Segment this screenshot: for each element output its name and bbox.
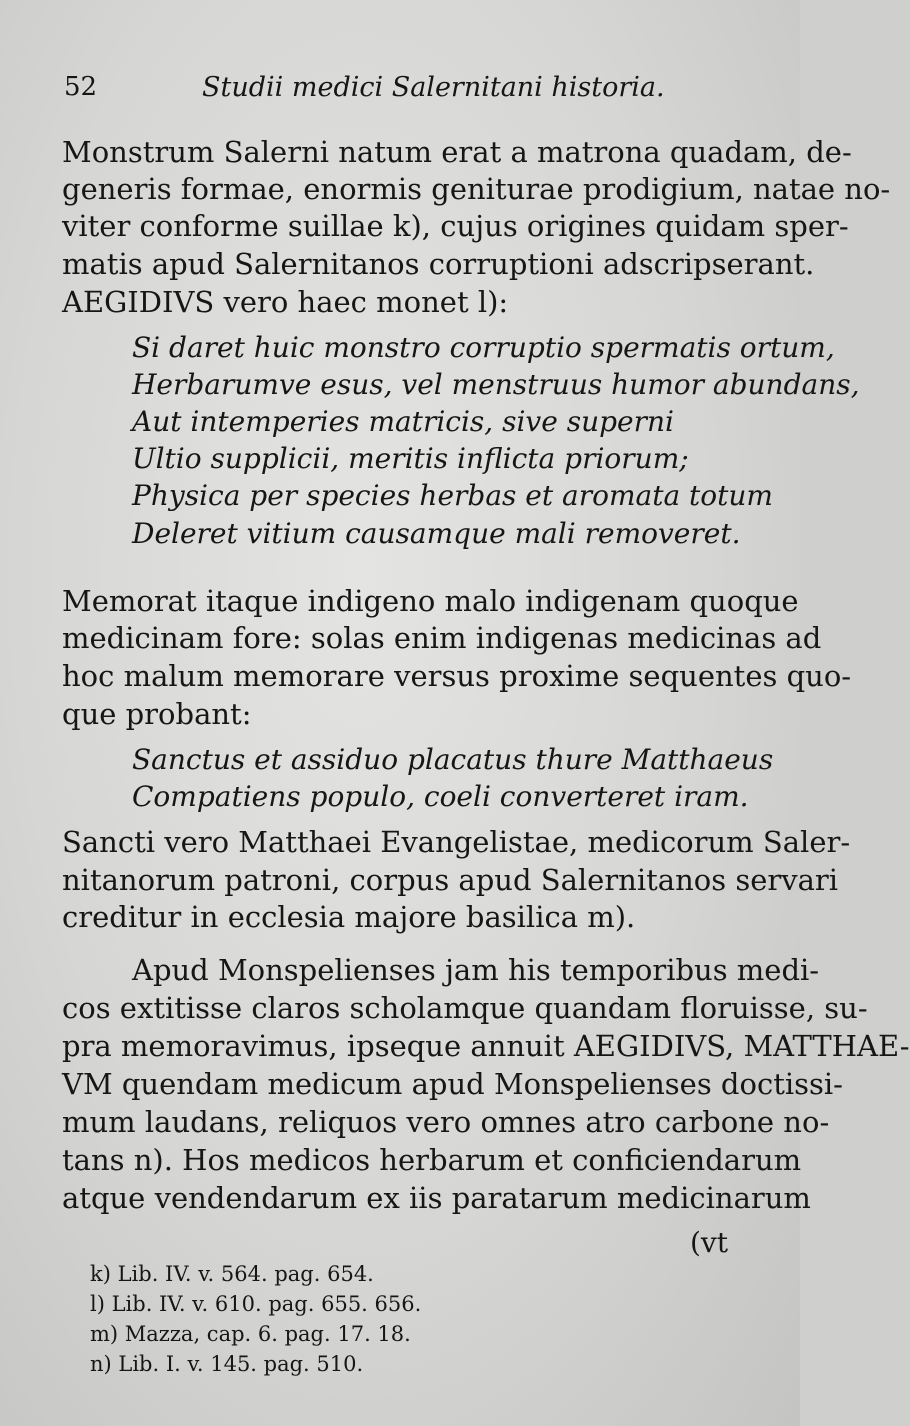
footnote: n) Lib. I. v. 145. pag. 510. [90,1352,364,1376]
text-line: generis formae, enormis geniturae prodigium, natae no- [62,172,891,206]
verse-line: Si daret huic monstro corruptio spermatis ortum, [132,331,835,364]
text-line: tans n). Hos medicos herbarum et conficiendarum [62,1143,802,1177]
text-line: AEGIDIVS vero haec monet l): [62,285,509,319]
text-line: medicinam fore: solas enim indigenas medicinas ad [62,621,822,655]
text-line: VM quendam medicum apud Monspelienses doctissi- [62,1067,843,1101]
text-line: nitanorum patroni, corpus apud Salernitanos servari [62,863,839,897]
text-line: Monstrum Salerni natum erat a matrona quadam, de- [62,135,852,169]
text-line: mum laudans, reliquos vero omnes atro carbone no- [62,1105,830,1139]
text-line: Memorat itaque indigeno malo indigenam quoque [62,584,799,618]
verse-line: Herbarumve esus, vel menstruus humor abundans, [132,368,860,401]
text-line: cos extitisse claros scholamque quandam floruisse, su- [62,991,868,1025]
verse-line: Compatiens populo, coeli converteret iram. [132,780,749,813]
verse-line: Sanctus et assiduo placatus thure Matthaeus [132,743,774,776]
footnote: m) Mazza, cap. 6. pag. 17. 18. [90,1322,411,1346]
verse-line: Ultio supplicii, meritis inflicta priorum; [132,442,689,475]
text-line: que probant: [62,697,252,731]
text-line: matis apud Salernitanos corruptioni adscripserant. [62,247,815,281]
verse-line: Physica per species herbas et aromata totum [132,479,773,512]
footnote: l) Lib. IV. v. 610. pag. 655. 656. [90,1292,422,1316]
catchword: (vt [690,1226,728,1259]
verse-line: Aut intemperies matricis, sive superni [132,405,674,438]
text-line: atque vendendarum ex iis paratarum medicinarum [62,1181,811,1215]
text-line: hoc malum memorare versus proxime sequentes quo- [62,659,852,693]
verse-line: Deleret vitium causamque mali removeret. [132,517,741,550]
page-number: 52 [64,72,98,102]
footnote: k) Lib. IV. v. 564. pag. 654. [90,1262,374,1286]
text-line: Apud Monspelienses jam his temporibus medi- [132,953,820,987]
text-line: viter conforme suillae k), cujus origines quidam sper- [62,209,849,243]
running-title: Studii medici Salernitani historia. [202,72,665,103]
page-header [64,72,744,112]
text-line: creditur in ecclesia majore basilica m). [62,900,636,934]
text-line: pra memoravimus, ipseque annuit AEGIDIVS, MATTHAE- [62,1029,910,1063]
text-line: Sancti vero Matthaei Evangelistae, medicorum Saler- [62,825,851,859]
